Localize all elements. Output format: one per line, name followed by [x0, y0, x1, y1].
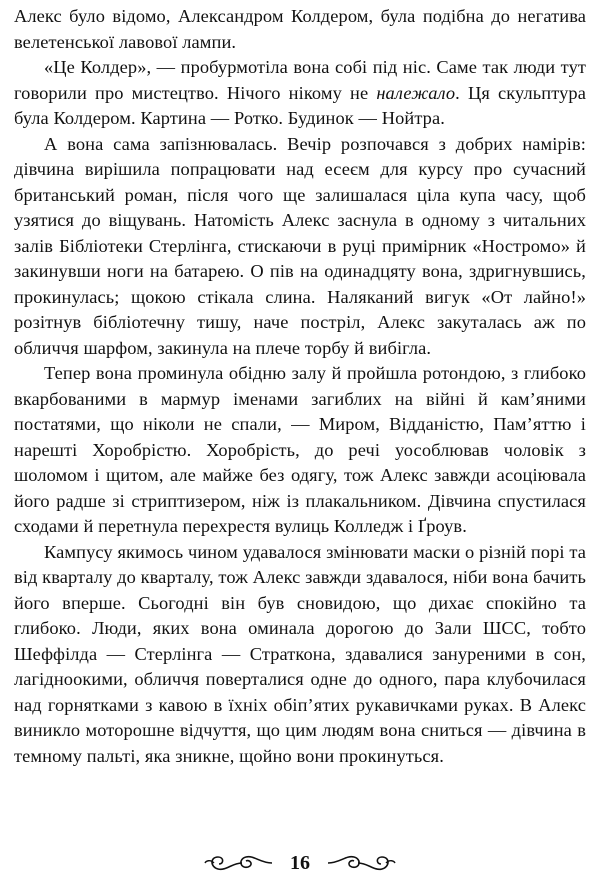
paragraph-4: Тепер вона проминула обідню залу й пройшла ротондою, з глибоко вкарбованими в мармур іменами загиблих на війні й кам’яними постатями, що ніколи не спали, — Миром, Відданістю, Пам’яттю і нарешті Хоробрістю. Хоробрість, до речі уособлював чоловік з шоломом і щитом, але майже без одягу, тож Алекс завжди асоціювала його радше зі стриптизером, ніж із плакальником. Дівчина спустилася сходами й перетнула перехрестя вулиць Колледж і Ґроув.	[14, 363, 586, 536]
page-number: 16	[290, 851, 310, 874]
emphasis: належало	[376, 82, 456, 103]
paragraph-5: Кампусу якимось чином удавалося змінювати маски о різній порі та від кварталу до кварталу, тож Алекс завжди здавалося, ніби вона бачить його вперше. Сьогодні він був сновидою, що дихає спокійно та глибоко. Люди, яких вона оминала дорогою до Зали ШСС, тобто Шеффілда — Стерлінга — Страткона, здавалися зануреними в сон, лагідноокими, обличчя поверталися одне до одного, пара клубочилася над горнятками з кавою в їхніх обіп’ятих рукавичками руках. В Алекс виникло моторошне відчуття, що цим людям вона сниться — дівчина в темному пальті, яка зникне, щойно вони прокинуться.	[14, 541, 586, 766]
paragraph-3: А вона сама запізнювалась. Вечір розпочався з добрих намірів: дівчина вирішила попрацювати над есеєм для курсу про сучасний британський роман, після чого ще залишалася ціла купа часу, щоб узятися до віщувань. Натомість Алекс заснула в одному з читальних залів Бібліотеки Стерлінга, стискаючи в руці примірник «Ностромо» й закинувши ноги на батарею. О пів на одинадцяту вона, здригнувшись, прокинулась; щокою стікала слина. Наляканий вигук «От лайно!» розітнув бібліотечну тишу, наче постріл, Алекс закуталась аж по обличчя шарфом, закинула на плече торбу й вибігла.	[14, 133, 586, 358]
right-flourish-icon	[324, 851, 398, 875]
body-text	[14, 4, 586, 769]
paragraph-1: Алекс було відомо, Александром Колдером, була подібна до негатива велетенської лавової лампи.	[14, 6, 586, 52]
paragraph-2: «Це Колдер», — пробурмотіла вона собі під ніс. Саме так люди тут говорили про мистецтво. Нічого нікому не належало. Ця скульптура була Колдером. Картина — Ротко. Будинок — Нойтра.	[14, 57, 586, 128]
left-flourish-icon	[202, 851, 276, 875]
page-footer	[0, 848, 600, 878]
